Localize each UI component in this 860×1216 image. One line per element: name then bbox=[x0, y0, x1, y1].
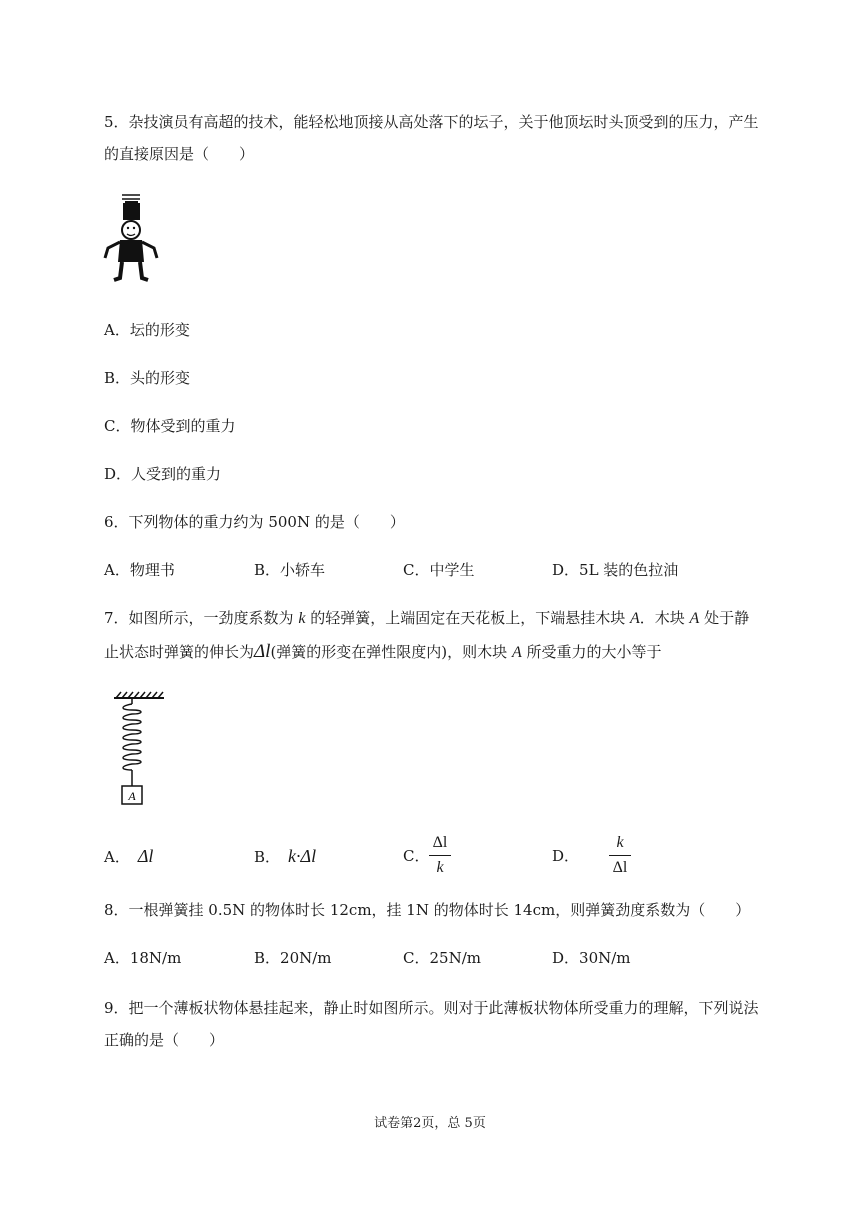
q6-option-b: B．小轿车 bbox=[254, 561, 326, 579]
q6-stem: 6．下列物体的重力约为 500N 的是（ ） bbox=[104, 513, 405, 531]
q7-k-symbol: k bbox=[298, 610, 306, 627]
q7-option-b-expr: k·Δl bbox=[288, 846, 317, 866]
q7-option-c-letter: C． bbox=[403, 847, 430, 865]
q8-option-d: D．30N/m bbox=[552, 949, 631, 967]
q7-stem-line2: 止状态时弹簧的伸长为Δl(弹簧的形变在弹性限度内)，则木块 A 所受重力的大小等于 bbox=[104, 641, 662, 662]
q7-option-c-fraction: Δl k bbox=[429, 834, 451, 877]
q5-stem-line2: 的直接原因是（ ） bbox=[104, 145, 255, 163]
q7-option-d-fraction: k Δl bbox=[609, 834, 631, 877]
q7-option-d-letter: D． bbox=[552, 847, 580, 865]
block-label: A bbox=[128, 789, 136, 803]
q7-option-a-expr: Δl bbox=[137, 846, 154, 866]
q7-option-b: B． k·Δl bbox=[254, 846, 317, 866]
q8-stem: 8．一根弹簧挂 0.5N 的物体时长 12cm，挂 1N 的物体时长 14cm，则弹簧劲度系数为（ ） bbox=[104, 901, 751, 919]
spring-block-figure bbox=[112, 690, 168, 808]
q6-option-d: D．5L 装的色拉油 bbox=[552, 561, 679, 579]
q5-option-a: A．坛的形变 bbox=[104, 321, 190, 339]
q5-option-c: C．物体受到的重力 bbox=[104, 417, 236, 435]
q8-option-c: C．25N/m bbox=[403, 949, 481, 967]
acrobat-figure bbox=[100, 192, 162, 288]
q5-stem-line1: 5．杂技演员有高超的技术，能轻松地顶接从高处落下的坛子，关于他顶坛时头顶受到的压力，产生 bbox=[104, 113, 759, 131]
q9-stem-line2: 正确的是（ ） bbox=[104, 1031, 225, 1049]
q5-option-b: B．头的形变 bbox=[104, 369, 191, 387]
q8-option-b: B．20N/m bbox=[254, 949, 332, 967]
q7-stem-line1: 7．如图所示，一劲度系数为 k 的轻弹簧，上端固定在天花板上，下端悬挂木块 A．木块 A 处于静 bbox=[104, 609, 750, 627]
q6-option-c: C．中学生 bbox=[403, 561, 475, 579]
q7-A-symbol: A bbox=[629, 610, 640, 627]
q5-option-d: D．人受到的重力 bbox=[104, 465, 222, 483]
page-footer: 试卷第2页，总 5页 bbox=[374, 1116, 486, 1131]
q7-option-a: A． Δl bbox=[104, 846, 154, 866]
q8-option-a: A．18N/m bbox=[104, 949, 182, 967]
q7-delta-l: Δl bbox=[254, 641, 271, 662]
q6-option-a: A．物理书 bbox=[104, 561, 175, 579]
q9-stem-line1: 9．把一个薄板状物体悬挂起来，静止时如图所示。则对于此薄板状物体所受重力的理解，下列说法 bbox=[104, 999, 759, 1017]
